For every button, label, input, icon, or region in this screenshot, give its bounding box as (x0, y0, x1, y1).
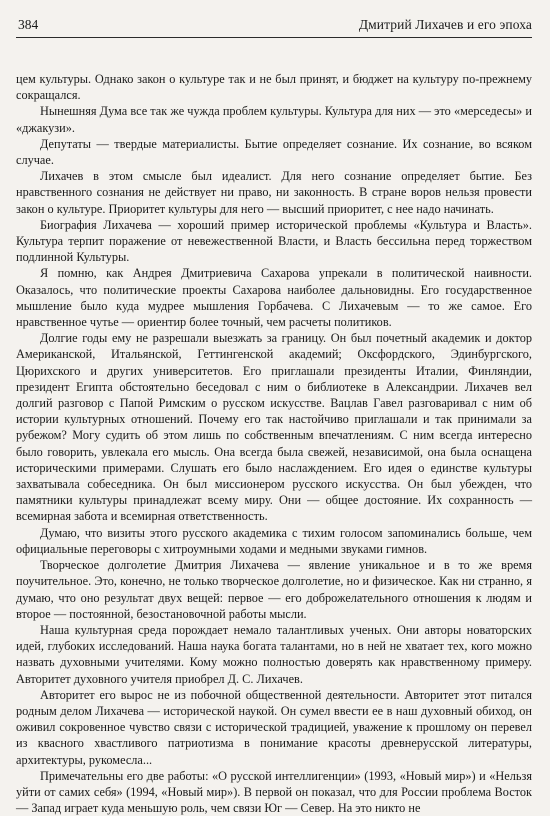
paragraph-6: Я помню, как Андрея Дмитриевича Сахарова упрекали в политической наивности. Оказалось, что политические проекты Сахарова наиболее дальновидны. Его государственное мышление было куда мудрее мышления Горбачева. С Лихачевым — то же самое. Его нравственное чутье — ориентир более точный, чем расчеты политиков. (16, 266, 532, 330)
paragraph-8: Думаю, что визиты этого русского академика с тихим голосом запоминались больше, чем официальные переговоры с хитроумными ходами и медными звуками гимнов. (16, 525, 532, 556)
running-header (16, 0, 532, 38)
paragraph-3: Депутаты — твердые материалисты. Бытие определяет сознание. Их сознание, во всяком случае. (16, 136, 532, 168)
paragraph-10: Наша культурная среда порождает немало талантливых ученых. Они авторы новаторских идей, глубоких исследований. Наша наука богата талантами, но в ней не хватает тех, кого можно назвать духовными учителями. Кому можно полностью доверять как нравственному примеру. Авторитет духовного учителя приобрел Д. С. Лихачев. (16, 622, 532, 686)
paragraph-7: Долгие годы ему не разрешали выезжать за границу. Он был почетный академик и доктор Американской, Итальянской, Геттингенской академий; Оксфордского, Эдинбургского, Цюрихского и других университетов. Его приглашали президенты Италии, Финляндии, президент Египта обстоятельно беседовал с ним о библиотеке в Александрии. Лихачев вел долгий разговор с Папой Римским о русском искусстве. Вацлав Гавел разговаривал с ним об истории культурных отношений. Почему его так настойчиво приглашали и так принимали за рубежом? Могу судить об этом лишь по собственным впечатлениям. С ним всегда интересно было говорить, увлекала его мысль. Она всегда была свежей, независимой, она была оснащена историческими примерами. Слушать его было наслаждением. Его идея о единстве культуры захватывала собеседника. Он был миссионером русского искусства. Он был убежден, что памятники культуры принадлежат всему миру. Они — общее достояние. Их сохранность — всемирная забота и всемирная ответственность. (16, 331, 532, 524)
running-title: Дмитрий Лихачев и его эпоха (358, 17, 532, 32)
paragraph-9: Творческое долголетие Дмитрия Лихачева — явление уникальное и в то же время поучительное. Это, конечно, не только творческое долголетие, но и физическое. Как ни странно, я думаю, что оно результат двух вещей: первое — его доброжелательного отношения к людям и второе — постоянной, безостановочной работы мысли. (16, 558, 532, 621)
main-text (16, 71, 532, 816)
paragraph-5: Биография Лихачева — хороший пример исторической проблемы «Культура и Власть». Культура терпит поражение от невежественной Власти, и Власть бессильна перед торжеством подлинной Культуры. (16, 217, 532, 265)
page-number: 384 (18, 17, 39, 32)
paragraph-11: Авторитет его вырос не из побочной общественной деятельности. Авторитет этот питался родным делом Лихачева — исторической наукой. Он сумел ввести ее в наш духовный обиход, он оживил сокровенное чувство связи с исторической традицией, уважение к прошлому он перевел из квасного хвастливого патриотизма в понимание красоты древнерусской литературы, архитектуры, рукомесла... (16, 687, 532, 767)
paragraph-1: цем культуры. Однако закон о культуре так и не был принят, и бюджет на культуру по-прежнему сокращался. (16, 72, 532, 103)
paragraph-2: Нынешняя Дума все так же чужда проблем культуры. Культура для них — это «мерседесы» и «джакузи». (16, 104, 532, 135)
paragraph-12: Примечательны его две работы: «О русской интеллигенции» (1993, «Новый мир») и «Нельзя уйти от самих себя» (1994, «Новый мир»). В первой он показал, что для России проблема Восток — Запад играет куда меньшую роль, чем связи Юг — Север. На это никто не (16, 768, 532, 816)
paragraph-4: Лихачев в этом смысле был идеалист. Для него сознание определяет бытие. Без нравственного сознания не действует ни право, ни законность. В стране воров нельзя провести закон о культуре. Приоритет культуры для него — высший приоритет, с нее надо начинать. (16, 169, 532, 216)
